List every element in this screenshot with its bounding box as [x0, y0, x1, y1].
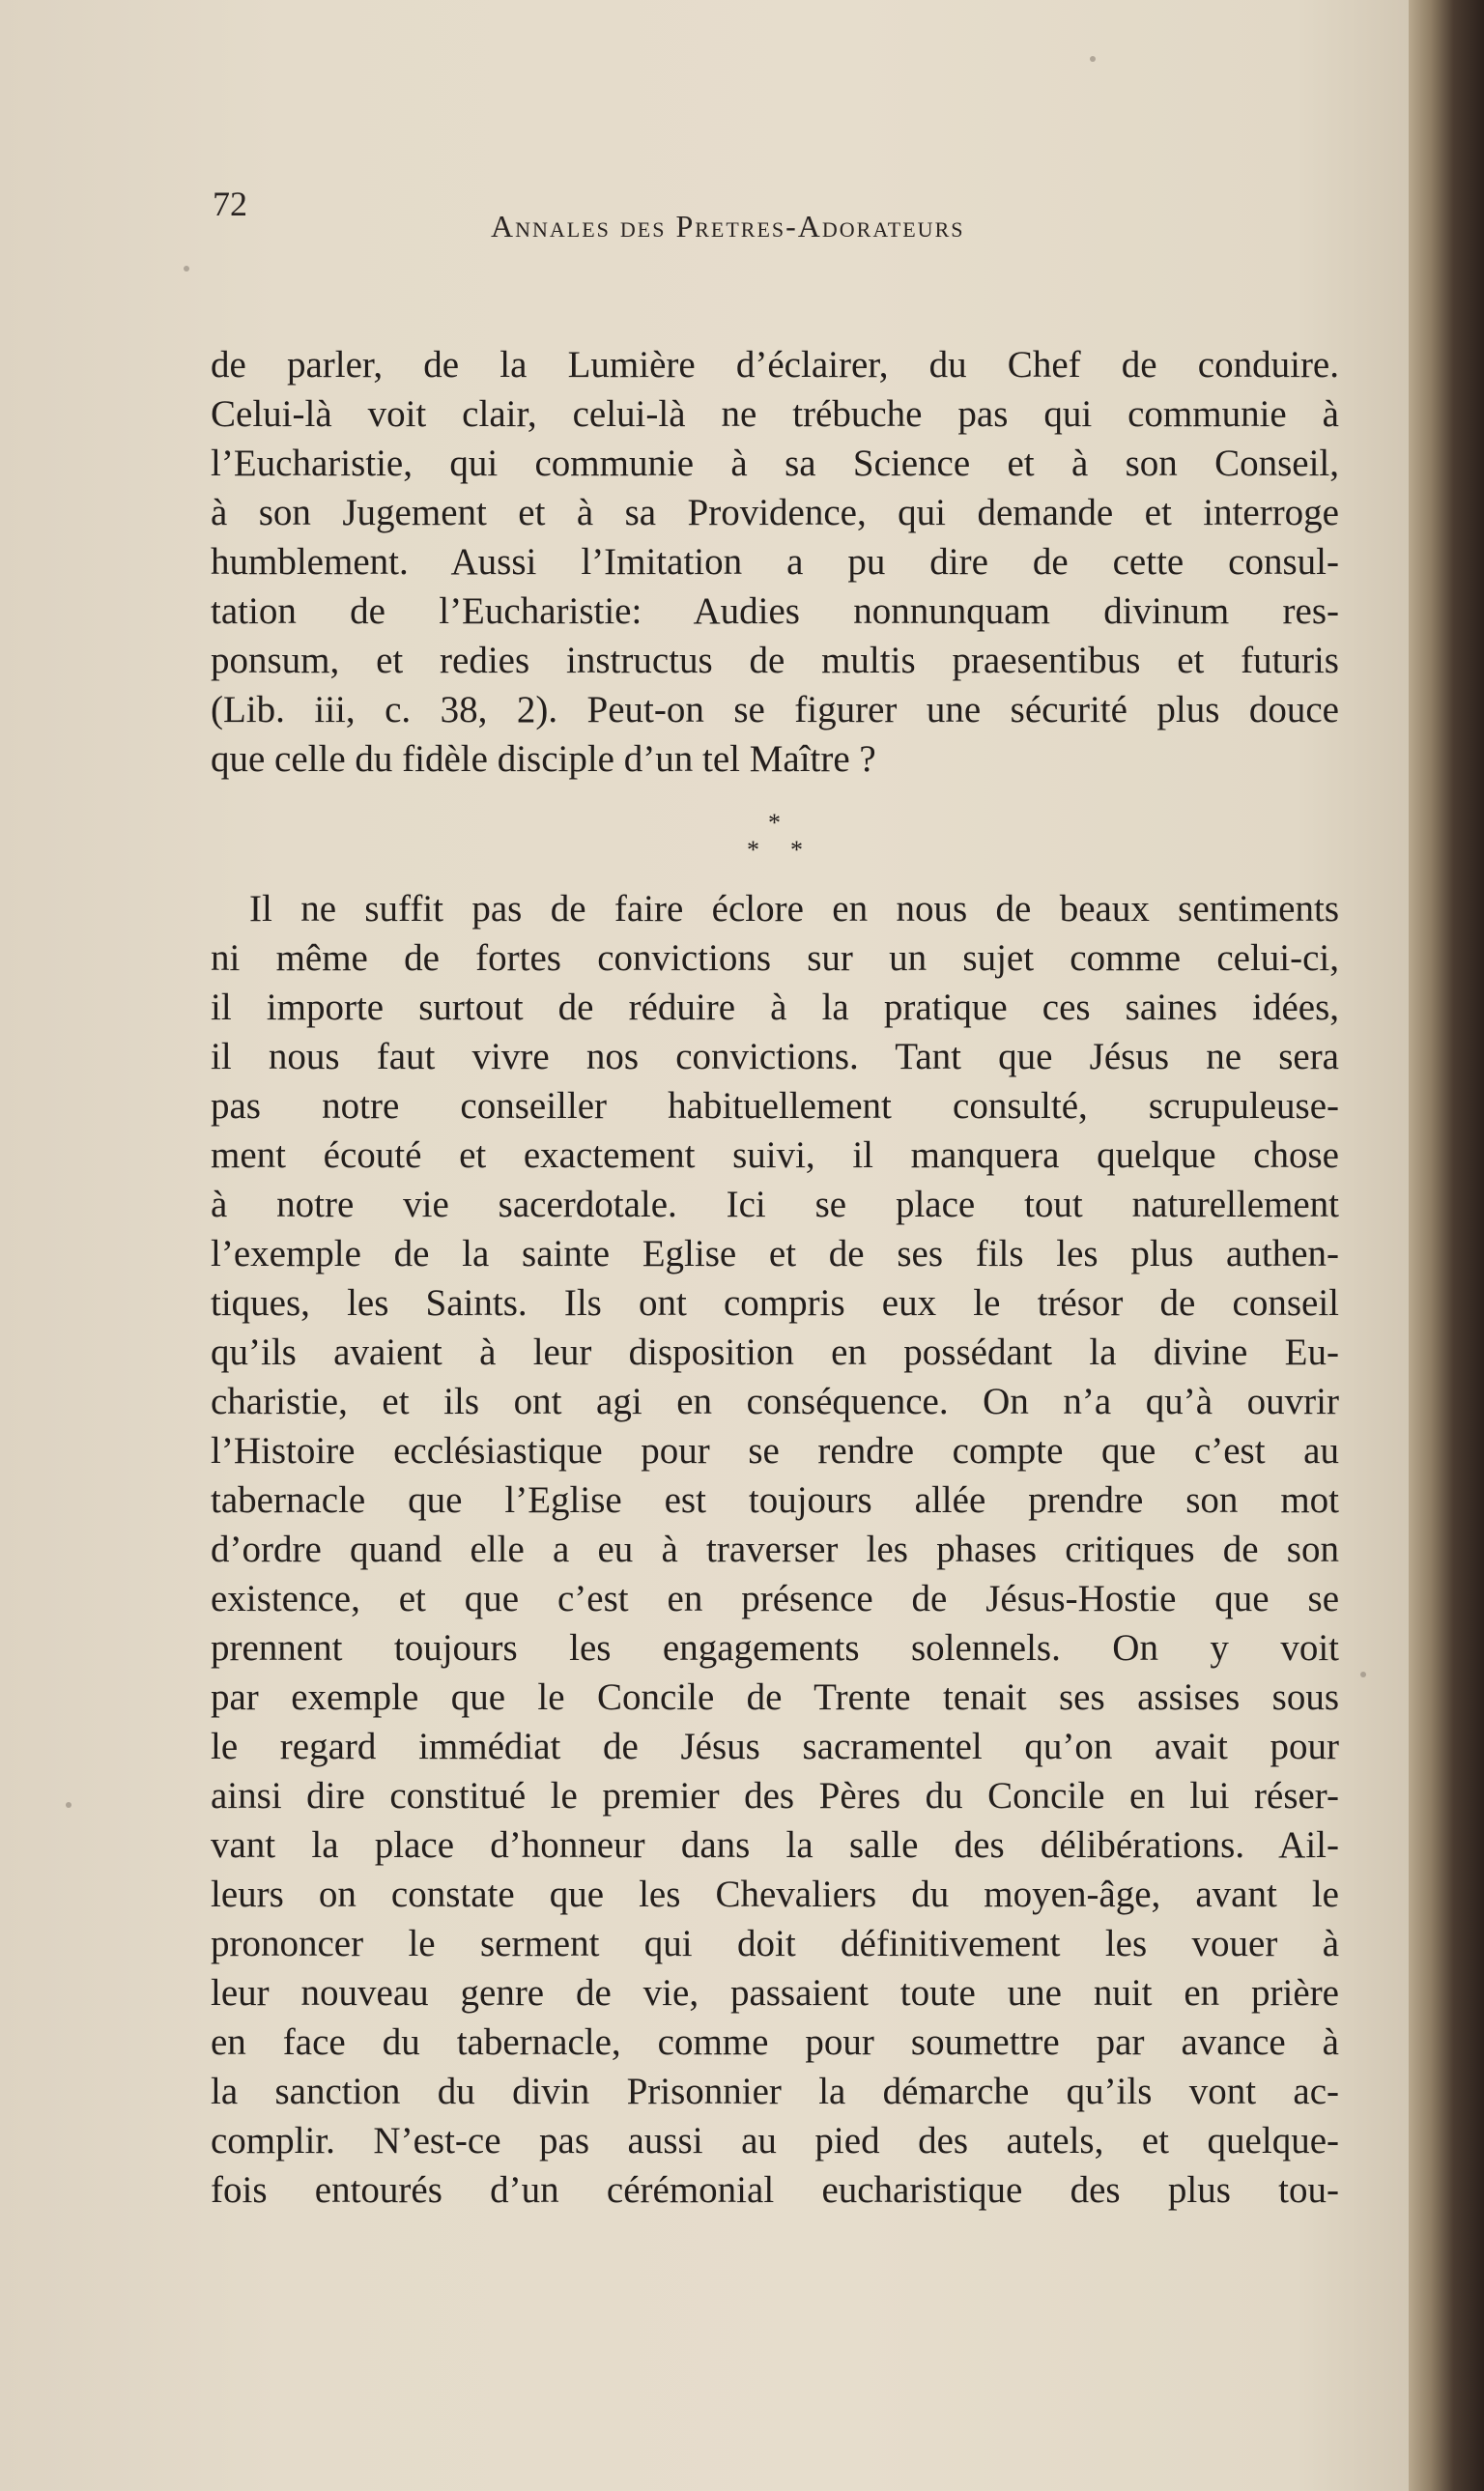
text-line: (Lib. iii, c. 38, 2). Peut-on se figurer une sécurité plus douce: [211, 689, 1339, 730]
text-line: complir. N’est-ce pas aussi au pied des autels, et quelque-: [211, 2120, 1339, 2162]
paper-speck: [66, 1802, 71, 1808]
text-line: leur nouveau genre de vie, passaient toute une nuit en prière: [211, 1972, 1339, 2014]
asterism-star: *: [747, 836, 759, 864]
text-line: à notre vie sacerdotale. Ici se place tout naturellement: [211, 1184, 1339, 1225]
text-line: fois entourés d’un cérémonial eucharistique des plus tou-: [211, 2169, 1339, 2211]
text-line: d’ordre quand elle a eu à traverser les phases critiques de son: [211, 1529, 1339, 1570]
paragraph-1: [211, 340, 1339, 784]
text-line: tiques, les Saints. Ils ont compris eux le trésor de conseil: [211, 1282, 1339, 1324]
text-line: qu’ils avaient à leur disposition en possédant la divine Eu-: [211, 1331, 1339, 1373]
text-line: le regard immédiat de Jésus sacramentel qu’on avait pour: [211, 1726, 1339, 1767]
text-line: l’exemple de la sainte Eglise et de ses fils les plus authen-: [211, 1233, 1339, 1274]
text-line: de parler, de la Lumière d’éclairer, du Chef de conduire.: [211, 344, 1339, 386]
text-line: ni même de fortes convictions sur un sujet comme celui-ci,: [211, 937, 1339, 979]
text-line: prennent toujours les engagements solennels. On y voit: [211, 1627, 1339, 1669]
page-body: [211, 340, 1339, 2215]
text-line: il nous faut vivre nos convictions. Tant que Jésus ne sera: [211, 1036, 1339, 1077]
text-line: tabernacle que l’Eglise est toujours allée prendre son mot: [211, 1479, 1339, 1521]
text-line: pas notre conseiller habituellement consulté, scrupuleuse-: [211, 1085, 1339, 1127]
text-line: l’Eucharistie, qui communie à sa Science et à son Conseil,: [211, 443, 1339, 484]
running-head: Annales des Pretres-Adorateurs: [491, 209, 965, 243]
text-line: ainsi dire constitué le premier des Pères du Concile en lui réser-: [211, 1775, 1339, 1817]
text-line: charistie, et ils ont agi en conséquence. On n’a qu’à ouvrir: [211, 1381, 1339, 1422]
text-line: ment écouté et exactement suivi, il manquera quelque chose: [211, 1134, 1339, 1176]
text-line: existence, et que c’est en présence de Jésus-Hostie que se: [211, 1578, 1339, 1619]
text-line: Il ne suffit pas de faire éclore en nous de beaux sentiments: [249, 888, 1339, 930]
text-line: ponsum, et redies instructus de multis praesentibus et futuris: [211, 640, 1339, 681]
paper-speck: [1090, 56, 1096, 62]
text-line: prononcer le serment qui doit définitivement les vouer à: [211, 1923, 1339, 1964]
text-line: vant la place d’honneur dans la salle des délibérations. Ail-: [211, 1824, 1339, 1866]
text-line: en face du tabernacle, comme pour soumettre par avance à: [211, 2021, 1339, 2063]
book-edge: [1409, 0, 1484, 2491]
text-line: par exemple que le Concile de Trente tenait ses assises sous: [211, 1676, 1339, 1718]
asterism-separator: [211, 784, 1339, 884]
text-line: à son Jugement et à sa Providence, qui demande et interroge: [211, 492, 1339, 533]
paper-speck: [184, 266, 189, 272]
text-line: leurs on constate que les Chevaliers du moyen-âge, avant le: [211, 1874, 1339, 1915]
paragraph-2: [211, 884, 1339, 2215]
text-line: tation de l’Eucharistie: Audies nonnunquam divinum res-: [211, 590, 1339, 632]
page-number: 72: [213, 185, 247, 223]
text-line: Celui-là voit clair, celui-là ne trébuche pas qui communie à: [211, 393, 1339, 435]
text-line: il importe surtout de réduire à la pratique ces saines idées,: [211, 987, 1339, 1028]
asterism-star: *: [790, 836, 803, 864]
text-line: que celle du fidèle disciple d’un tel Maître ?: [211, 738, 876, 780]
asterism-star: *: [768, 809, 781, 837]
paper-speck: [1360, 1672, 1366, 1677]
text-line: l’Histoire ecclésiastique pour se rendre compte que c’est au: [211, 1430, 1339, 1472]
text-line: humblement. Aussi l’Imitation a pu dire de cette consul-: [211, 541, 1339, 583]
text-line: la sanction du divin Prisonnier la démarche qu’ils vont ac-: [211, 2071, 1339, 2112]
page-header: [0, 184, 1409, 242]
